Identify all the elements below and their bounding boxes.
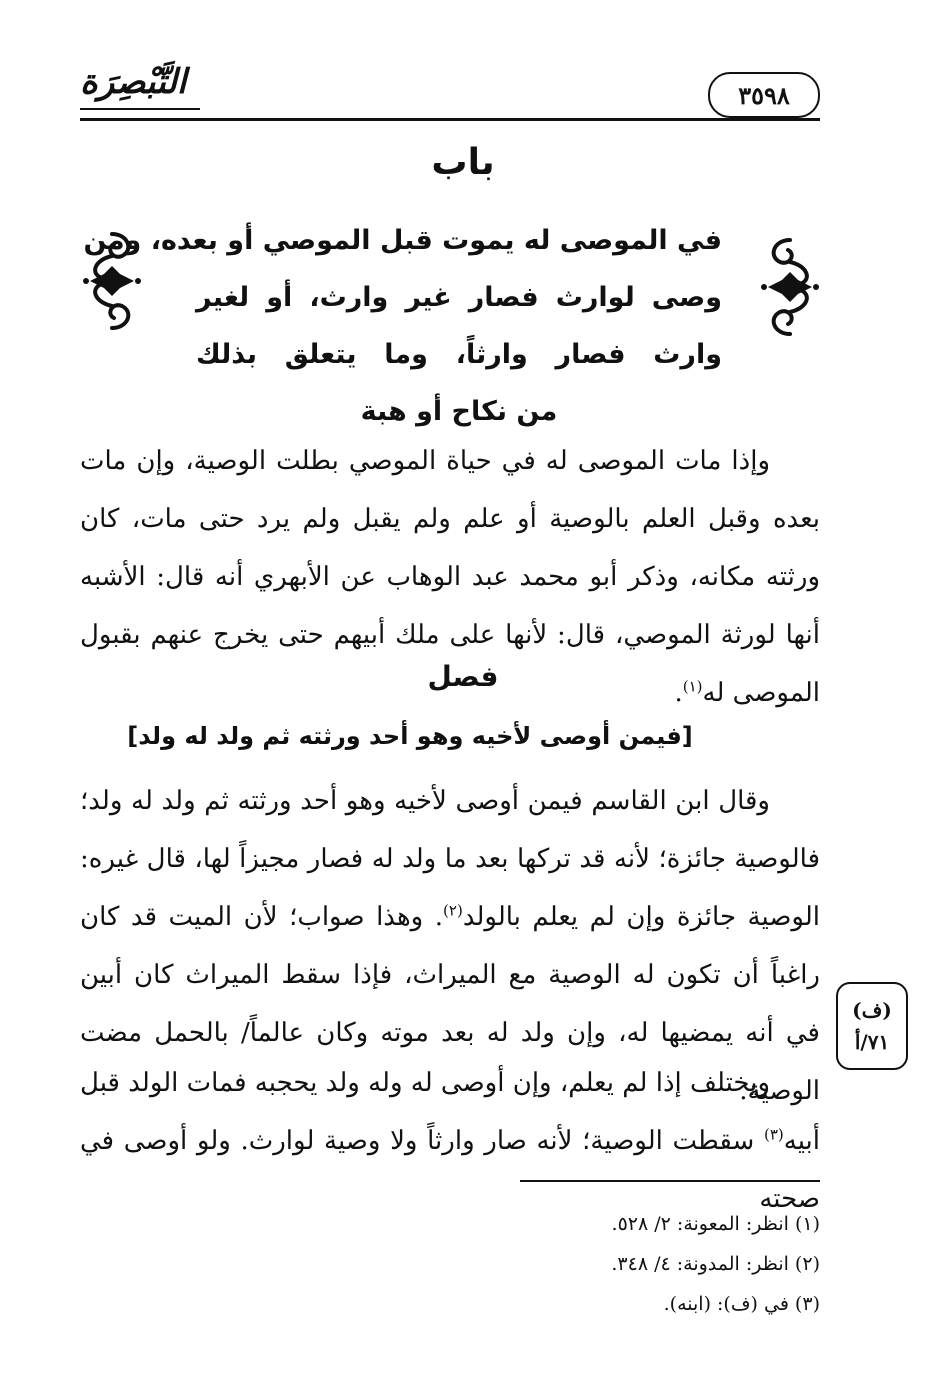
paragraph-text: . وهذا صواب؛ لأن الميت قد كان راغباً أن تكون له الوصية مع الميراث، فإذا سقط الميراث كان أبين في أنه يمضيها له، وإن ولد له بعد موته وكان عالماً/ بالحمل مضت الوصية. (80, 902, 820, 1106)
paragraph-text: ويختلف إذا لم يعلم، وإن أوصى له وله ولد يحجبه فمات الولد قبل أبيه (80, 1068, 820, 1156)
paragraph-text: وقال ابن القاسم فيمن أوصى لأخيه وهو أحد ورثته ثم ولد له ولد؛ فالوصية جائزة؛ لأنه قد تركها بعد ما ولد له فصار مجيزاً لها، قال غيره: الوصية جائزة وإن لم يعلم بالولد (80, 786, 820, 932)
footnote-item: (٣) في (ف): (ابنه). (663, 1293, 820, 1315)
footnotes (300, 1204, 820, 1324)
chapter-title-line: من نكاح أو هبة (360, 396, 558, 427)
book-title-underline (80, 108, 200, 110)
chapter-heading: باب (431, 142, 495, 183)
margin-folio-note (836, 982, 908, 1070)
footnote-ref: (٢) (443, 901, 463, 920)
ornament-left-icon (82, 226, 142, 336)
chapter-title-line: وارث فصار وارثاً، وما يتعلق بذلك (196, 339, 722, 370)
chapter-title-line: وصى لوارث فصار غير وارث، أو لغير (196, 282, 722, 313)
footnote-item: (١) انظر: المعونة: ٢/ ٥٢٨. (611, 1213, 820, 1235)
section-heading: فصل (427, 660, 499, 693)
chapter-title (83, 212, 722, 440)
section-subheading: [فيمن أوصى لأخيه وهو أحد ورثته ثم ولد له ولد] (127, 722, 693, 750)
page-number: ٣٥٩٨ (708, 72, 820, 118)
footnote-ref: (١) (682, 677, 703, 696)
header-rule (80, 118, 820, 121)
margin-note-line: ٧١/أ (854, 1030, 890, 1054)
paragraph-text: سقطت الوصية؛ لأنه صار وارثاً ولا وصية لوارث. ولو أوصى في صحته (80, 1126, 820, 1214)
paragraph-3 (80, 1054, 820, 1228)
paragraph-text: وإذا مات الموصى له في حياة الموصي بطلت الوصية، وإن مات بعده وقبل العلم بالوصية أو علم ولم يقبل ولم يرد حتى مات، كان ورثته مكانه، وذكر أبو محمد عبد الوهاب عن الأبهري أنه قال: الأشبه أنها لورثة الموصي، قال: لأنها على ملك أبيهم حتى يخرج عنهم بقبول الموصى له (80, 446, 820, 708)
footnote-ref: (٣) (763, 1125, 784, 1144)
book-title: التَّبْصِرَة (80, 62, 187, 102)
margin-note-line: (ف) (852, 998, 892, 1022)
paragraph-tail: . (674, 678, 683, 708)
footnote-separator (520, 1180, 820, 1182)
chapter-title-line: في الموصى له يموت قبل الموصي أو بعده، ومن (83, 225, 722, 256)
page-header (80, 58, 820, 128)
ornament-right-icon (760, 232, 820, 342)
footnote-item: (٢) انظر: المدونة: ٤/ ٣٤٨. (611, 1253, 820, 1275)
